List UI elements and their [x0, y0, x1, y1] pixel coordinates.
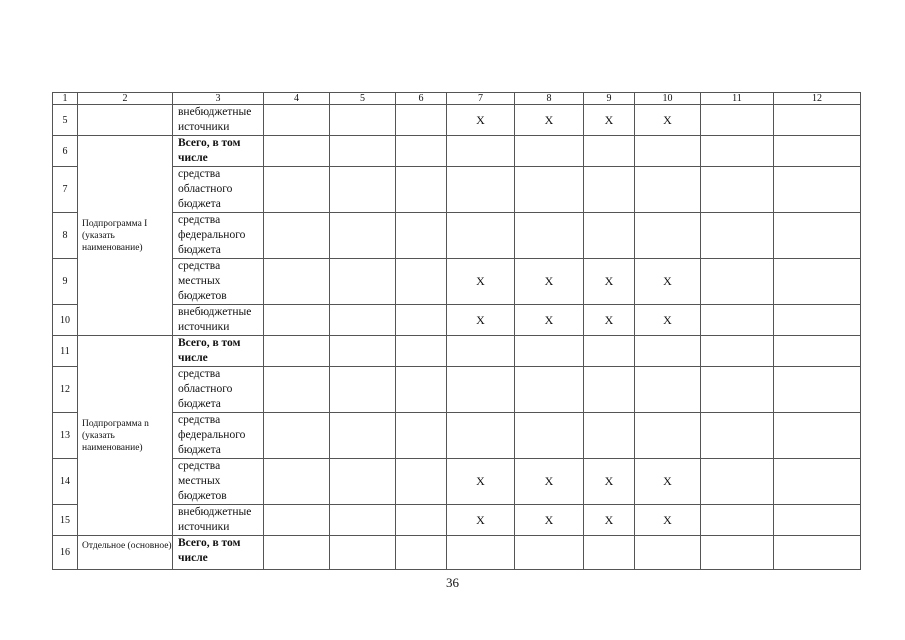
funding-source: Всего, в том числе	[173, 536, 264, 570]
funding-source: внебюджетные источники	[173, 305, 264, 336]
col-header: 9	[584, 93, 635, 105]
subprogram-1-name: Подпрограмма I (указать наименование)	[78, 136, 173, 336]
table-row	[53, 505, 861, 536]
funding-source: средства областного бюджета	[173, 367, 264, 413]
empty-cell	[78, 105, 173, 136]
subprogram-n-name: Подпрограмма n (указать наименование)	[78, 336, 173, 536]
table-row	[53, 336, 861, 367]
x-mark: Х	[447, 505, 515, 536]
row-number: 15	[53, 505, 78, 536]
x-mark: Х	[515, 459, 584, 505]
x-mark: Х	[584, 505, 635, 536]
table-row	[53, 259, 861, 305]
x-mark: Х	[635, 459, 701, 505]
row-number: 14	[53, 459, 78, 505]
x-mark: Х	[635, 305, 701, 336]
col-header: 5	[330, 93, 396, 105]
x-mark: Х	[515, 259, 584, 305]
x-mark: Х	[584, 459, 635, 505]
col-header: 12	[774, 93, 861, 105]
x-mark: Х	[447, 305, 515, 336]
row-number: 6	[53, 136, 78, 167]
row-number: 7	[53, 167, 78, 213]
x-mark: Х	[515, 505, 584, 536]
x-mark: Х	[515, 105, 584, 136]
funding-source: средства местных бюджетов	[173, 459, 264, 505]
table-row	[53, 105, 861, 136]
funding-source: Всего, в том числе	[173, 136, 264, 167]
table-row	[53, 167, 861, 213]
col-header: 6	[396, 93, 447, 105]
funding-source: внебюджетные источники	[173, 105, 264, 136]
row-number: 8	[53, 213, 78, 259]
funding-source: внебюджетные источники	[173, 505, 264, 536]
table-row	[53, 459, 861, 505]
x-mark: Х	[447, 459, 515, 505]
table-row	[53, 413, 861, 459]
row-number: 10	[53, 305, 78, 336]
row-number: 16	[53, 536, 78, 570]
funding-source: Всего, в том числе	[173, 336, 264, 367]
x-mark: Х	[447, 105, 515, 136]
x-mark: Х	[635, 105, 701, 136]
x-mark: Х	[584, 305, 635, 336]
row-number: 13	[53, 413, 78, 459]
funding-source: средства федерального бюджета	[173, 413, 264, 459]
row-number: 11	[53, 336, 78, 367]
table-row	[53, 213, 861, 259]
header-row	[53, 93, 861, 105]
col-header: 7	[447, 93, 515, 105]
row-number: 5	[53, 105, 78, 136]
funding-source: средства местных бюджетов	[173, 259, 264, 305]
col-header: 8	[515, 93, 584, 105]
row-number: 9	[53, 259, 78, 305]
col-header: 10	[635, 93, 701, 105]
x-mark: Х	[635, 259, 701, 305]
funding-source: средства областного бюджета	[173, 167, 264, 213]
x-mark: Х	[584, 105, 635, 136]
table-row	[53, 136, 861, 167]
col-header: 2	[78, 93, 173, 105]
x-mark: Х	[584, 259, 635, 305]
budget-table	[52, 92, 861, 570]
x-mark: Х	[635, 505, 701, 536]
table-row	[53, 536, 861, 570]
separate-event-name: Отдельное (основное)	[78, 536, 173, 570]
col-header: 3	[173, 93, 264, 105]
col-header: 4	[264, 93, 330, 105]
page-number: 36	[446, 575, 459, 590]
funding-source: средства федерального бюджета	[173, 213, 264, 259]
col-header: 11	[701, 93, 774, 105]
table-row	[53, 367, 861, 413]
x-mark: Х	[447, 259, 515, 305]
table-row	[53, 305, 861, 336]
row-number: 12	[53, 367, 78, 413]
x-mark: Х	[515, 305, 584, 336]
col-header: 1	[53, 93, 78, 105]
